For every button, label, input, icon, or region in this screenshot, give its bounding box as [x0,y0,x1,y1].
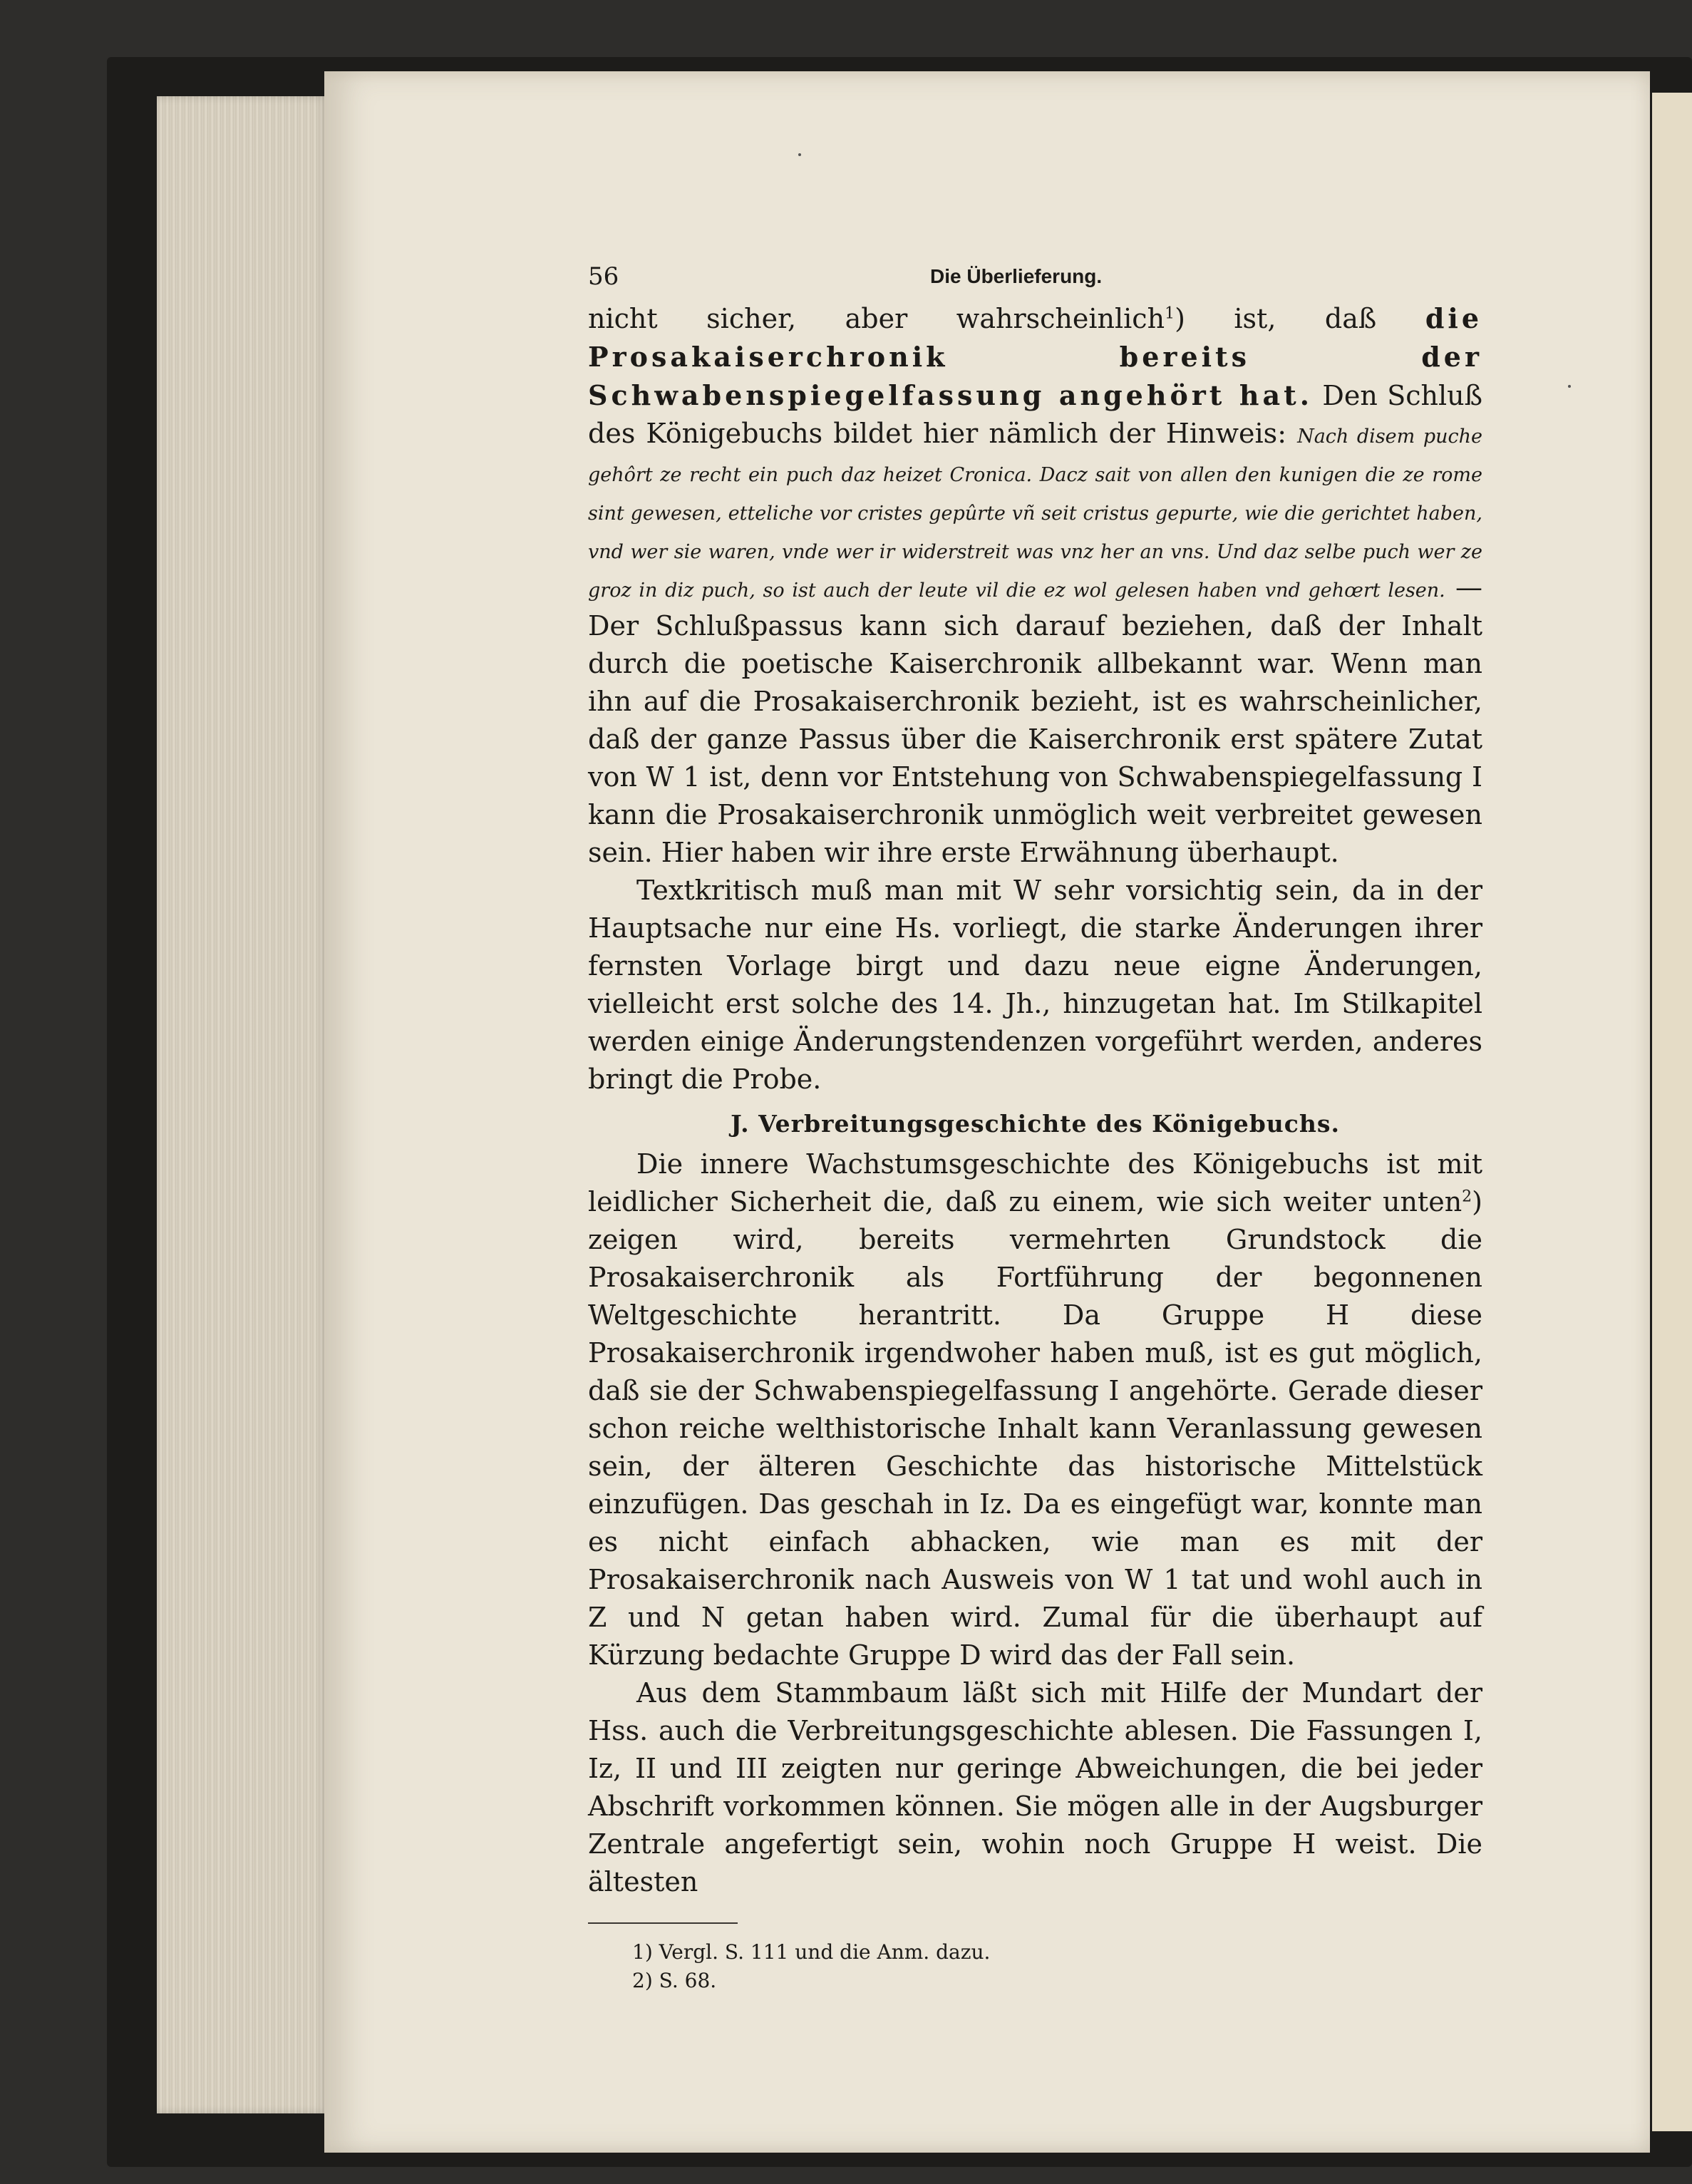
paragraph-4: Aus dem Stammbaum läßt sich mit Hilfe der Mundart der Hss. auch die Verbreitungsgeschichte ablesen. Die Fassungen I, Iz, II und III zeigten nur geringe Abweichungen, die bei jeder Abschrift vorkommen können. Sie mögen alle in der Augsburger Zentrale angefertigt sein, wohin noch Gruppe H weist. Die ältesten [588,1677,1482,1897]
running-head: Die Überlieferung. [930,265,1103,287]
footnote-ref-2: 2 [1462,1188,1472,1206]
adjacent-page-edge [1652,93,1692,2131]
p1-text-e: Der Schlußpassus kann sich darauf beziehen, daß der Inhalt durch die poetische Kaiserchronik allbekannt war. Wenn man ihn auf die Prosakaiserchronik bezieht, ist es wahrscheinlicher, daß der ganze Passus über die Kaiserchronik erst spätere Zutat von W 1 ist, denn vor Entstehung von Schwabenspiegelfassung I kann die Prosakaiserchronik unmöglich weit verbreitet gewesen sein. Hier haben wir ihre erste Erwähnung überhaupt. [588,610,1482,868]
section-heading: J. Verbreitungsgeschichte des Königebuchs. [731,1110,1340,1138]
p1-text-a: nicht sicher, aber wahrscheinlich [588,303,1165,334]
paragraph-2: Textkritisch muß man mit W sehr vorsichtig sein, da in der Hauptsache nur eine Hs. vorliegt, die starke Änderungen ihrer fernsten Vorlage birgt und dazu neue eigne Änderungen, vielleicht erst solche des 14. Jh., hinzugetan hat. Im Stilkapitel werden einige Änderungstendenzen vorgeführt werden, anderes bringt die Probe. [588,875,1482,1095]
p3-text-b: ) zeigen wird, bereits vermehrten Grundstock die Prosakaiserchronik als Fortführung der begonnenen Weltgeschichte herantritt. Da Gruppe H diese Prosakaiserchronik irgendwoher haben muß, ist es gut möglich, daß sie der Schwabenspiegelfassung I angehörte. Gerade dieser schon reiche welthistorische Inhalt kann Veranlassung gewesen sein, der älteren Geschichte das historische Mittelstück einzufügen. Das geschah in Iz. Da es eingefügt war, konnte man es nicht einfach abhacken, wie man es mit der Prosakaiserchronik nach Ausweis von W 1 tat und wohl auch in Z und N getan haben wird. Zumal für die überhaupt auf Kürzung bedachte Gruppe D wird das der Fall sein. [588,1186,1482,1671]
paragraph-1 [588,299,1482,872]
p1-text-c: Den Schluß des Königebuchs bildet hier nämlich der Hinweis [588,380,1482,449]
p1-dash: — [1445,572,1482,603]
footnote-1: 1) Vergl. S. 111 und die Anm. dazu. [632,1940,991,1964]
p1-text-b: ) ist, daß [1175,303,1425,334]
footnote-2: 2) S. 68. [632,1969,717,1992]
footnotes [588,1938,1482,1995]
page-number: 56 [588,262,619,291]
footnote-ref-1: 1 [1165,304,1175,323]
paragraph-3 [588,1145,1482,1674]
middle-german-quote: Nach disem puche gehôrt ze recht ein puch daz heizet Cronica. Dacz sait von allen den kunigen die ze rome sint gewesen, etteliche vor cristes gepûrte vñ seit cristus gepurte, wie die gerichtet haben, vnd wer sie waren, vnde wer ir widerstreit was vnz her an vns. Und daz selbe puch wer ze groz in diz puch, so ist auch der leute vil die ez wol gelesen haben vnd gehœrt lesen. [588,426,1482,602]
emphasized-claim: die Prosakaiserchronik bereits der Schwabenspiegelfassung angehört hat. [588,302,1482,411]
page-header [588,257,1482,299]
page-edges [157,96,328,2113]
p3-text-a: Die innere Wachstumsgeschichte des Königebuchs ist mit leidlicher Sicherheit die, daß zu einem, wie sich weiter unten [588,1148,1482,1217]
dust-speck [798,153,801,156]
dust-speck [1568,385,1571,388]
text-block [588,257,1482,1995]
footnote-divider [588,1922,738,1924]
p1-text-d: : [1277,418,1298,449]
